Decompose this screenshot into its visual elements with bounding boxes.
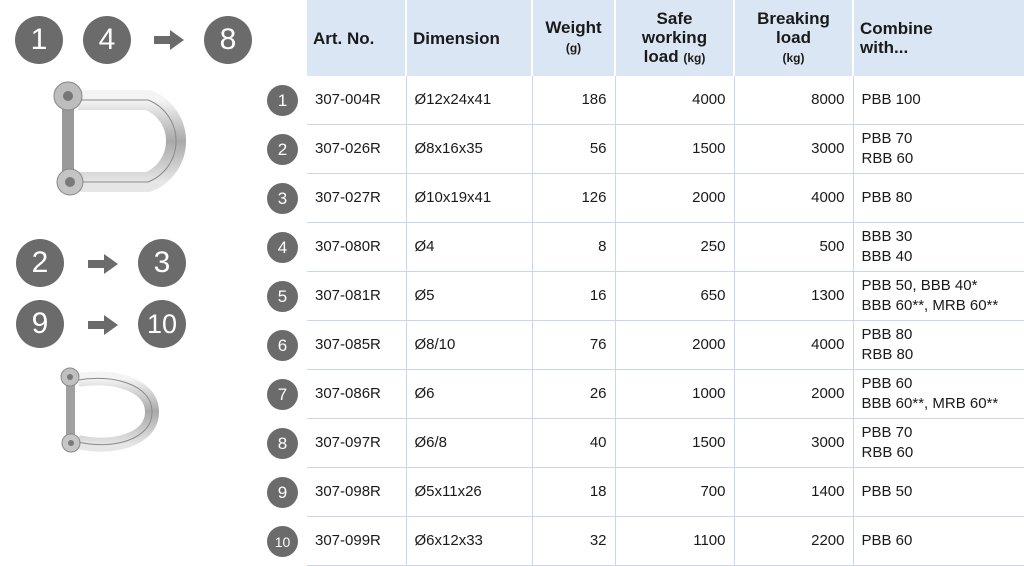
- bow-shackle-icon: [52, 366, 162, 456]
- combine-item: BBB 30: [861, 228, 913, 245]
- table-row: [307, 125, 1024, 174]
- table-row: [307, 174, 1024, 223]
- row-number-badge: 7: [267, 379, 298, 410]
- weight-cell: 8: [532, 223, 615, 272]
- table-row: [307, 223, 1024, 272]
- table-row: [307, 419, 1024, 468]
- safe-working-load-cell: 250: [615, 223, 734, 272]
- group-a-badge-1: 1: [15, 16, 63, 64]
- table-header-row: [307, 0, 1024, 76]
- art-no-cell: 307-080R: [307, 223, 406, 272]
- safe-working-load-cell: 1100: [615, 517, 734, 566]
- combine-with-cell: [853, 370, 1024, 419]
- combine-with-cell: [853, 468, 1024, 517]
- table-row: [307, 370, 1024, 419]
- safe-working-load-cell: 1500: [615, 125, 734, 174]
- table-row: [307, 321, 1024, 370]
- art-no-cell: 307-099R: [307, 517, 406, 566]
- table-row: [307, 468, 1024, 517]
- weight-cell: 126: [532, 174, 615, 223]
- combine-item: PBB 80: [861, 189, 913, 206]
- combine-item: BBB 60**, MRB 60**: [861, 395, 999, 412]
- group-a-badge-3: 8: [204, 16, 252, 64]
- table-body: [307, 76, 1024, 566]
- weight-cell: 26: [532, 370, 615, 419]
- weight-cell: 40: [532, 419, 615, 468]
- header-dimension: Dimension: [406, 0, 532, 76]
- breaking-load-cell: 1300: [734, 272, 853, 321]
- header-art-no: Art. No.: [307, 0, 406, 76]
- breaking-load-cell: 4000: [734, 174, 853, 223]
- safe-working-load-cell: 1500: [615, 419, 734, 468]
- combine-with-cell: [853, 174, 1024, 223]
- combine-item: PBB 80: [861, 326, 913, 343]
- combine-item: PBB 70: [861, 424, 913, 441]
- dimension-cell: Ø12x24x41: [406, 76, 532, 125]
- weight-cell: 56: [532, 125, 615, 174]
- combine-item: PBB 50, BBB 40*: [861, 277, 978, 294]
- row-number-badge: 3: [267, 183, 298, 214]
- weight-cell: 32: [532, 517, 615, 566]
- dimension-cell: Ø10x19x41: [406, 174, 532, 223]
- arrow-right-icon: [86, 252, 120, 276]
- dimension-cell: Ø8/10: [406, 321, 532, 370]
- table-row: [307, 76, 1024, 125]
- group-a-badge-2: 4: [83, 16, 131, 64]
- art-no-cell: 307-081R: [307, 272, 406, 321]
- group-b-badge-1: 2: [16, 239, 64, 287]
- combine-with-cell: [853, 321, 1024, 370]
- combine-item: PBB 70: [861, 130, 913, 147]
- combine-with-cell: [853, 517, 1024, 566]
- art-no-cell: 307-097R: [307, 419, 406, 468]
- row-number-badge: 2: [267, 134, 298, 165]
- header-combine-with: Combine with...: [853, 0, 1024, 76]
- d-shackle-icon: [38, 78, 198, 196]
- breaking-load-cell: 4000: [734, 321, 853, 370]
- combine-with-cell: [853, 272, 1024, 321]
- dimension-cell: Ø5x11x26: [406, 468, 532, 517]
- art-no-cell: 307-085R: [307, 321, 406, 370]
- breaking-load-cell: 2000: [734, 370, 853, 419]
- dimension-cell: Ø5: [406, 272, 532, 321]
- combine-item: PBB 100: [861, 91, 921, 108]
- art-no-cell: 307-086R: [307, 370, 406, 419]
- weight-cell: 18: [532, 468, 615, 517]
- combine-item: PBB 50: [861, 483, 913, 500]
- safe-working-load-cell: 700: [615, 468, 734, 517]
- weight-cell: 16: [532, 272, 615, 321]
- spec-table: [307, 0, 1024, 566]
- art-no-cell: 307-098R: [307, 468, 406, 517]
- row-number-badge: 4: [267, 232, 298, 263]
- combine-with-cell: [853, 125, 1024, 174]
- combine-item: BBB 60**, MRB 60**: [861, 297, 999, 314]
- group-c-badge-2: 10: [138, 300, 186, 348]
- table-row: [307, 272, 1024, 321]
- breaking-load-cell: 3000: [734, 419, 853, 468]
- dimension-cell: Ø6x12x33: [406, 517, 532, 566]
- combine-item: PBB 60: [861, 532, 913, 549]
- dimension-cell: Ø6: [406, 370, 532, 419]
- group-c-badge-1: 9: [16, 300, 64, 348]
- art-no-cell: 307-027R: [307, 174, 406, 223]
- breaking-load-cell: 8000: [734, 76, 853, 125]
- header-breaking-load: Breaking load (kg): [734, 0, 853, 76]
- row-number-badge: 8: [267, 428, 298, 459]
- safe-working-load-cell: 650: [615, 272, 734, 321]
- combine-item: BBB 40: [861, 248, 913, 265]
- table-row: [307, 517, 1024, 566]
- header-weight: Weight (g): [532, 0, 615, 76]
- weight-cell: 186: [532, 76, 615, 125]
- combine-item: RBB 60: [861, 444, 914, 461]
- weight-cell: 76: [532, 321, 615, 370]
- dimension-cell: Ø8x16x35: [406, 125, 532, 174]
- row-number-badge: 9: [267, 477, 298, 508]
- row-number-badge: 1: [267, 85, 298, 116]
- safe-working-load-cell: 4000: [615, 76, 734, 125]
- safe-working-load-cell: 2000: [615, 174, 734, 223]
- dimension-cell: Ø4: [406, 223, 532, 272]
- dimension-cell: Ø6/8: [406, 419, 532, 468]
- row-number-badge: 6: [267, 330, 298, 361]
- combine-with-cell: [853, 419, 1024, 468]
- art-no-cell: 307-004R: [307, 76, 406, 125]
- group-b-badge-2: 3: [138, 239, 186, 287]
- breaking-load-cell: 2200: [734, 517, 853, 566]
- header-safe-working-load: Safe working load (kg): [615, 0, 734, 76]
- combine-with-cell: [853, 223, 1024, 272]
- row-number-badge: 5: [267, 281, 298, 312]
- art-no-cell: 307-026R: [307, 125, 406, 174]
- safe-working-load-cell: 1000: [615, 370, 734, 419]
- combine-item: RBB 80: [861, 346, 914, 363]
- breaking-load-cell: 3000: [734, 125, 853, 174]
- combine-with-cell: [853, 76, 1024, 125]
- arrow-right-icon: [86, 313, 120, 337]
- combine-item: RBB 60: [861, 150, 914, 167]
- combine-item: PBB 60: [861, 375, 913, 392]
- breaking-load-cell: 1400: [734, 468, 853, 517]
- arrow-right-icon: [152, 28, 186, 52]
- row-number-badge: 10: [267, 526, 298, 557]
- safe-working-load-cell: 2000: [615, 321, 734, 370]
- breaking-load-cell: 500: [734, 223, 853, 272]
